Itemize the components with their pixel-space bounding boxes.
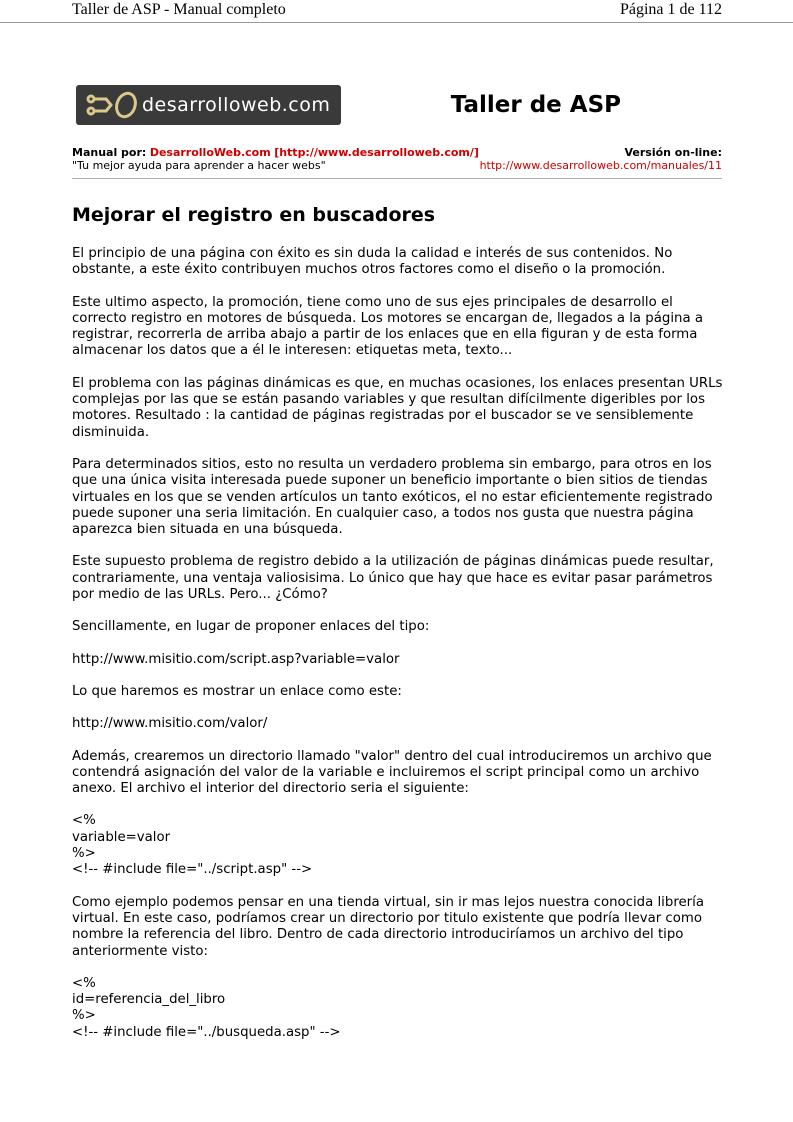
meta-divider <box>72 178 722 179</box>
online-version-label: Versión on-line: <box>624 146 722 159</box>
paragraph: Este ultimo aspecto, la promoción, tiene como uno de sus ejes principales de desarrollo el correcto registro en motores de búsqueda. Los motores se encargan de, llegados a la página a registrar, recorrerla de arriba abajo a partir de los enlaces que en ella figuran y de esta forma almacenar los datos que a él le interesen: etiquetas meta, texto... <box>72 294 703 359</box>
code-snippet: <% variable=valor %> <!-- #include file="../script.asp" --> <box>72 813 313 878</box>
paragraph: Lo que haremos es mostrar un enlace como este: <box>72 683 402 699</box>
page-number: Página 1 de 112 <box>619 1 722 18</box>
paragraph: Además, crearemos un directorio llamado "valor" dentro del cual introduciremos un archivo que contendrá asignación del valor de la variable e incluiremos el script principal como un archivo anexo. El archivo el interior del directorio seria el siguiente: <box>72 748 712 797</box>
online-version-link[interactable]: http://www.desarrolloweb.com/manuales/11 <box>479 159 722 172</box>
paragraph: Para determinados sitios, esto no resulta un verdadero problema sin embargo, para otros en los que una única visita interesada puede suponer un beneficio importante o bien sitios de tiendas virtuales en los que se venden artículos un tanto exóticos, el no estar eficientemente registrado puede suponer una seria limitación. En cualquier caso, a todos nos gusta que nuestra página aparezca bien situada en una búsqueda. <box>72 456 713 538</box>
author-link[interactable]: DesarrolloWeb.com <box>149 146 271 159</box>
paragraph: El problema con las páginas dinámicas es que, en muchas ocasiones, los enlaces presentan URLs complejas por las que se están pasando variables y que resultan difícilmente digeribles por los motores. Resultado : la cantidad de páginas registradas por el buscador se ve sensiblemente disminuida. <box>72 375 723 440</box>
paragraph: Sencillamente, en lugar de proponer enlaces del tipo: <box>72 619 430 635</box>
article-heading: Mejorar el registro en buscadores <box>72 204 436 226</box>
paragraph: Este supuesto problema de registro debido a la utilización de páginas dinámicas puede resultar, contrariamente, una ventaja valiosisima. Lo único que hay que hace es evitar pasar parámetros por medio de las URLs. Pero... ¿Cómo? <box>72 554 714 603</box>
example-url: http://www.misitio.com/script.asp?variable=valor <box>72 651 400 667</box>
manual-credit-row <box>72 146 722 159</box>
logo-mark-icon <box>82 89 140 121</box>
manual-label: Manual por: <box>72 146 147 159</box>
tagline-row <box>72 159 722 172</box>
tagline: "Tu mejor ayuda para aprender a hacer webs" <box>72 159 326 172</box>
code-snippet: <% id=referencia_del_libro %> <!-- #include file="../busqueda.asp" --> <box>72 975 341 1040</box>
paragraph: El principio de una página con éxito es sin duda la calidad e interés de sus contenidos. No obstante, a este éxito contribuyen muchos otros factores como el diseño o la promoción. <box>72 246 673 278</box>
header-divider <box>0 22 793 23</box>
paragraph: Como ejemplo podemos pensar en una tienda virtual, sin ir mas lejos nuestra conocida librería virtual. En este caso, podríamos crear un directorio por titulo existente que podría llevar como nombre la referencia del libro. Dentro de cada directorio introduciríamos un archivo del tipo anteriormente visto: <box>72 894 704 959</box>
desarrolloweb-logo <box>76 85 341 125</box>
running-header-title: Taller de ASP - Manual completo <box>72 1 286 18</box>
author-url[interactable]: [http://www.desarrolloweb.com/] <box>274 146 479 159</box>
example-url: http://www.misitio.com/valor/ <box>72 716 268 732</box>
running-header <box>0 0 793 24</box>
logo-wordmark: desarrolloweb.com <box>142 94 331 116</box>
document-title: Taller de ASP <box>450 92 621 118</box>
article-body <box>72 203 727 1057</box>
